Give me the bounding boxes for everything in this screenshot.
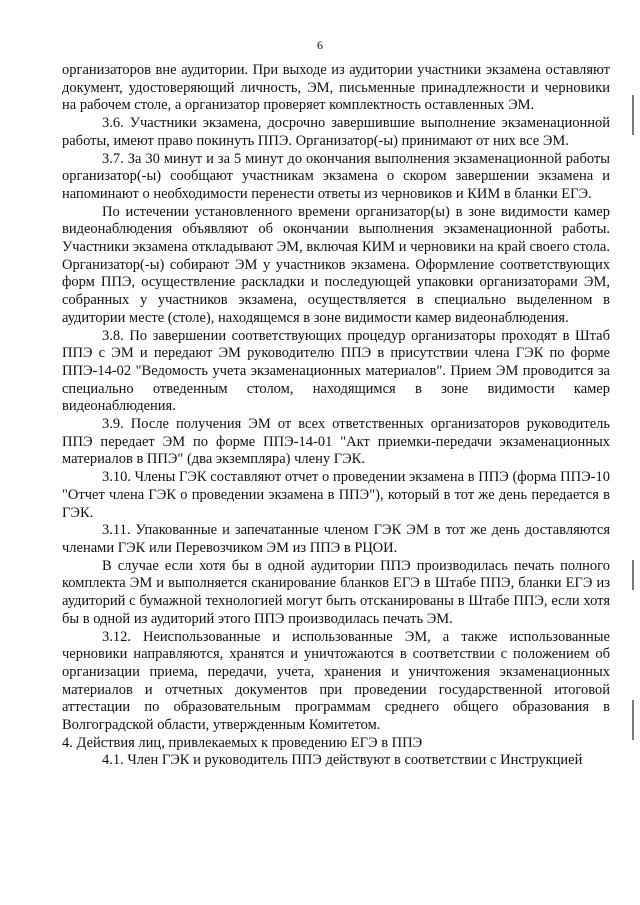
paragraph-4-1: 4.1. Член ГЭК и руководитель ППЭ действуют в соответствии с Инструкцией — [102, 752, 583, 769]
paragraph-3-11: 3.11. Упакованные и запечатанные членом ГЭК ЭМ в тот же день доставляются членами ГЭК или Перевозчиком ЭМ из ППЭ в РЦОИ. — [62, 522, 610, 556]
scan-edge-mark — [632, 95, 634, 135]
scan-edge-mark — [632, 560, 634, 590]
scan-edge-mark — [632, 700, 634, 740]
paragraph-3-6: 3.6. Участники экзамена, досрочно завершившие выполнение экзаменационной работы, имеют право покинуть ППЭ. Организатор(-ы) принимают от них все ЭМ. — [62, 115, 610, 149]
paragraph-3-8: 3.8. По завершении соответствующих процедур организаторы проходят в Штаб ППЭ с ЭМ и передают ЭМ руководителю ППЭ в присутствии члена ГЭК по форме ППЭ-14-02 "Ведомость учета экзаменационных материалов". Прием ЭМ проводится за специально отведенным столом, находящимся в зоне видимости камер видеонаблюдения. — [62, 327, 610, 415]
page-number: 6 — [317, 38, 323, 52]
paragraph-3-10: 3.10. Члены ГЭК составляют отчет о проведении экзамена в ППЭ (форма ППЭ-10 "Отчет члена ГЭК о проведении экзамена в ППЭ"), который в тот же день передается в ГЭК. — [62, 469, 610, 521]
paragraph-3-12: 3.12. Неиспользованные и использованные ЭМ, а также использованные черновики направляются, хранятся и уничтожаются в соответствии с положением об организации приема, передачи, учета, хранения и уничтожения экзаменационных материалов и отчетных документов при проведении государственной итоговой аттестации по образовательным программам среднего общего образования в Волгоградской области, утвержденным Комитетом. — [62, 628, 610, 734]
paragraph-scanning: В случае если хотя бы в одной аудитории ППЭ производилась печать полного комплекта ЭМ и выполняется сканирование бланков ЕГЭ в Штабе ППЭ, бланки ЕГЭ из аудиторий с бумажной технологией могут быть отсканированы в Штабе ППЭ, если хотя бы в одной из аудиторий этого ППЭ производилась печать ЭМ. — [62, 557, 610, 627]
section-heading: 4. Действия лиц, привлекаемых к проведению ЕГЭ в ППЭ — [62, 734, 423, 751]
paragraph-3-9: 3.9. После получения ЭМ от всех ответственных организаторов руководитель ППЭ передает ЭМ по форме ППЭ-14-01 "Акт приемки-передачи экзаменационных материалов в ППЭ" (два экземпляра) члену ГЭК. — [62, 416, 610, 468]
paragraph-time-expiry: По истечении установленного времени организатор(ы) в зоне видимости камер видеонаблюдения объявляют об окончании выполнения экзаменационной работы. Участники экзамена откладывают ЭМ, включая КИМ и черновики на край своего стола. Организатор(-ы) собирают ЭМ у участников экзамена. Оформление соответствующих форм ППЭ, осуществление раскладки и последующей упаковки организаторами ЭМ, собранных у участников экзамена, осуществляется в специально выделенном в аудитории месте (столе), находящемся в зоне видимости камер видеонаблюдения. — [62, 203, 610, 326]
paragraph-3-7: 3.7. За 30 минут и за 5 минут до окончания выполнения экзаменационной работы организатор(-ы) сообщают участникам экзамена о скором завершении экзамена и напоминают о необходимости перенести ответы из черновиков и КИМ в бланки ЕГЭ. — [62, 150, 610, 202]
paragraph-continuation: организаторов вне аудитории. При выходе из аудитории участники экзамена оставляют документ, удостоверяющий личность, ЭМ, письменные принадлежности и черновики на рабочем столе, а организатор проверяет комплектность оставленных ЭМ. — [62, 62, 610, 114]
document-body — [62, 62, 610, 770]
